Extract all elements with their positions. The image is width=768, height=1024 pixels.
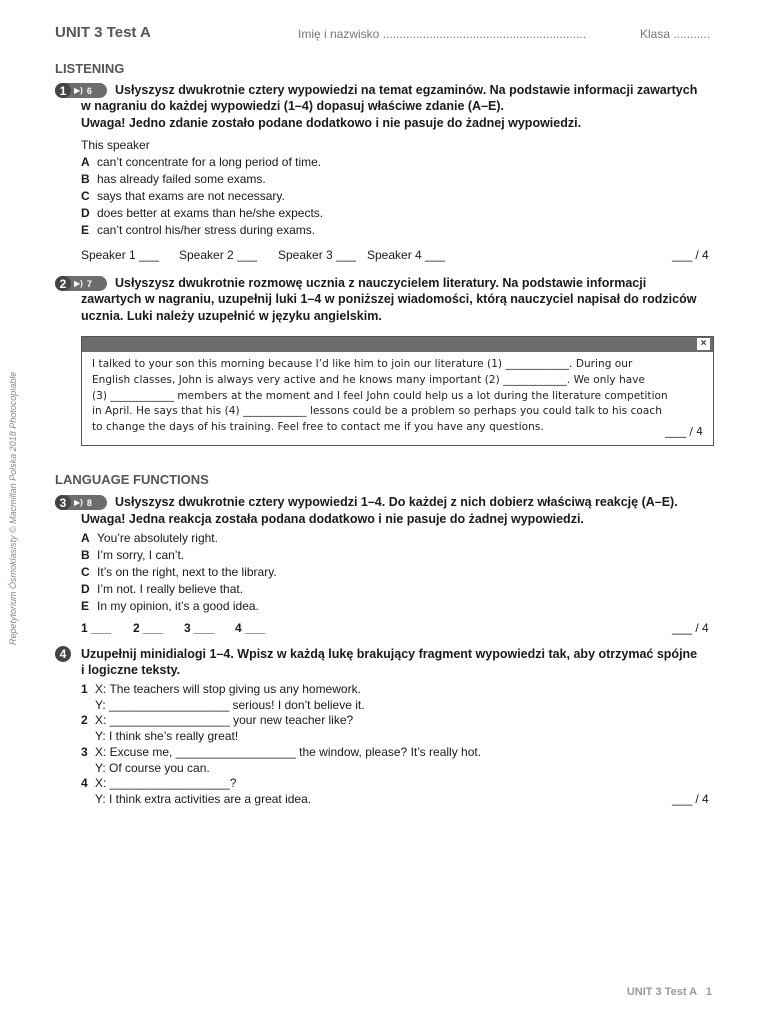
dialog-item: 3 X: Excuse me, __________________ the window, please? It’s really hot. Y: Of course you can.: [81, 744, 482, 775]
message-line: to change the days of his training. Feel free to contact me if you have any questions.: [92, 421, 544, 434]
task-instruction-line: zawartych w nagraniu, uzupełnij luki 1–4 w poniższej wiadomości, którą nauczyciel napisał do rodziców: [81, 292, 697, 306]
option-c: C says that exams are not necessary.: [81, 189, 285, 203]
dialog-y[interactable]: Y: Of course you can.: [95, 760, 210, 775]
task-badge: [55, 83, 107, 98]
task-number: 4: [55, 646, 71, 662]
task-instruction-line: Usłyszysz dwukrotnie cztery wypowiedzi na temat egzaminów. Na podstawie informacji zawartych: [115, 83, 698, 97]
answer-speaker-1[interactable]: Speaker 1 ___: [81, 248, 160, 262]
task-number: 3: [55, 495, 71, 510]
task-badge: [55, 276, 107, 291]
dialog-y[interactable]: Y: I think she’s really great!: [95, 729, 239, 744]
dialog-x[interactable]: X: __________________ your new teacher like?: [95, 713, 354, 728]
track-number: 7: [86, 278, 92, 289]
speaker-icon: ▶): [74, 279, 83, 288]
option-e: E In my opinion, it’s a good idea.: [81, 599, 259, 613]
answer-3[interactable]: 3 ___: [184, 621, 215, 635]
option-c: C It’s on the right, next to the library.: [81, 565, 277, 579]
task-score[interactable]: ____ / 4: [665, 426, 703, 438]
options-lead: This speaker: [81, 138, 150, 152]
message-line: (3) ____________ members at the moment and I feel John could help us a lot during the literature competition: [92, 389, 668, 402]
options-list: [81, 530, 277, 615]
message-window: [81, 336, 714, 446]
name-field[interactable]: Imię i nazwisko .............................................................: [298, 27, 587, 41]
dialog-item: 4 X: __________________? Y: I think extra activities are a great idea.: [81, 776, 312, 806]
task-instruction-line: Usłyszysz dwukrotnie cztery wypowiedzi 1–4. Do każdej z nich dobierz właściwą reakcję (A–E).: [115, 495, 678, 509]
message-line: I talked to your son this morning because I’d like him to join our literature (1) ____________. During our: [92, 358, 633, 370]
task-score[interactable]: ___ / 4: [672, 792, 709, 806]
option-b: B I’m sorry, I can’t.: [81, 548, 185, 562]
dialog-y[interactable]: Y: __________________ serious! I don’t believe it.: [95, 697, 365, 712]
answer-speaker-3[interactable]: Speaker 3 ___: [278, 248, 357, 262]
task-instruction-line: Uwaga! Jedno zdanie zostało podane dodatkowo i nie pasuje do żadnej wypowiedzi.: [81, 116, 582, 130]
option-d: D does better at exams than he/she expects.: [81, 206, 324, 220]
dialogs-list: [81, 682, 681, 808]
task-instruction-line: Uzupełnij minidialogi 1–4. Wpisz w każdą lukę brakujący fragment wypowiedzi tak, aby otrzymać spójne: [81, 647, 698, 661]
task-instruction-line: ucznia. Luki należy uzupełnić w języku angielskim.: [81, 309, 382, 323]
track-number: 6: [86, 85, 92, 96]
task-score[interactable]: ___ / 4: [672, 621, 709, 635]
dialog-x[interactable]: X: The teachers will stop giving us any homework.: [95, 682, 361, 696]
footer-label: UNIT 3 Test A: [626, 986, 697, 998]
option-b: B has already failed some exams.: [81, 172, 266, 186]
dialog-x[interactable]: X: Excuse me, __________________ the window, please? It’s really hot.: [95, 744, 482, 759]
message-titlebar: [82, 337, 713, 352]
task-instruction-line: w nagraniu do każdej wypowiedzi (1–4) dopasuj właściwe zdanie (A–E).: [81, 99, 505, 113]
answer-speaker-4[interactable]: Speaker 4 ___: [367, 248, 446, 262]
dialog-x[interactable]: X: __________________?: [95, 776, 237, 791]
answer-2[interactable]: 2 ___: [133, 621, 164, 635]
close-icon[interactable]: ×: [697, 338, 710, 350]
task-number: 1: [55, 83, 71, 98]
task-score[interactable]: ___ / 4: [672, 248, 709, 262]
page-number: 1: [705, 986, 712, 998]
class-field[interactable]: Klasa ...........: [640, 27, 711, 41]
dialog-item: 1 X: The teachers will stop giving us any homework. Y: __________________ serious! I don’t believe it.: [81, 682, 365, 712]
speaker-icon: ▶): [74, 498, 83, 507]
option-d: D I’m not. I really believe that.: [81, 582, 244, 596]
message-line: English classes, John is always very active and he knows many important (2) ____________. We only have: [92, 373, 646, 386]
options-list: [81, 137, 323, 239]
task-badge: [55, 495, 107, 510]
option-a: A can’t concentrate for a long period of time.: [81, 155, 322, 169]
page-title: UNIT 3 Test A: [55, 24, 151, 41]
answer-4[interactable]: 4 ___: [235, 621, 266, 635]
section-heading-listening: LISTENING: [55, 61, 125, 76]
task-instruction-line: i logiczne teksty.: [81, 663, 181, 677]
option-a: A You’re absolutely right.: [81, 531, 218, 545]
copyright-note: Repetytorium Ósmoklasisty © Macmillan Polska 2018 Photocopiable: [8, 371, 18, 645]
message-line: in April. He says that his (4) ____________ lessons could be a problem so perhaps you could talk to his coach: [92, 405, 662, 418]
option-e: E can’t control his/her stress during exams.: [81, 223, 316, 237]
page-footer: [627, 986, 712, 998]
message-body: [82, 352, 713, 436]
task-number: 2: [55, 276, 71, 291]
dialog-item: 2 X: __________________ your new teacher like? Y: I think she’s really great!: [81, 713, 354, 744]
task-instruction-line: Usłyszysz dwukrotnie rozmowę ucznia z nauczycielem literatury. Na podstawie informacji: [115, 276, 647, 290]
answer-1[interactable]: 1 ___: [81, 621, 112, 635]
task-instruction-line: Uwaga! Jedna reakcja została podana dodatkowo i nie pasuje do żadnej wypowiedzi.: [81, 512, 584, 526]
track-number: 8: [86, 497, 92, 508]
speaker-icon: ▶): [74, 86, 83, 95]
section-heading-language-functions: LANGUAGE FUNCTIONS: [55, 472, 209, 487]
dialog-y[interactable]: Y: I think extra activities are a great idea.: [95, 791, 312, 806]
answer-speaker-2[interactable]: Speaker 2 ___: [179, 248, 258, 262]
